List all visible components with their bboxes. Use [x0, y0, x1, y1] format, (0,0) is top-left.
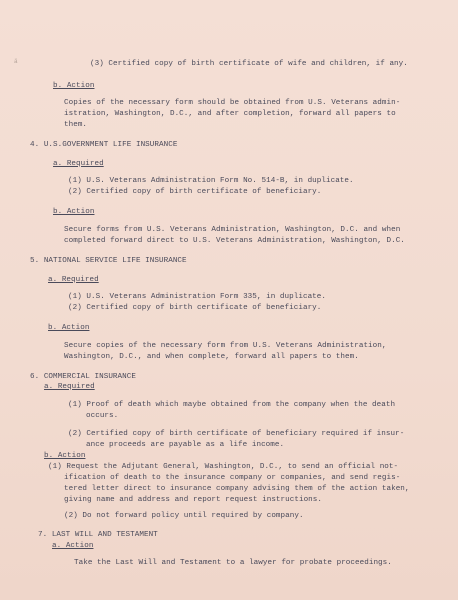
- section-6b-item1-line: giving name and address and report request instructions.: [64, 496, 322, 504]
- section-5a-heading: a. Required: [48, 276, 99, 284]
- section-4a-item: (2) Certified copy of birth certificate of beneficiary.: [68, 188, 322, 196]
- section-6b-item1-line: tered letter direct to insurance company advising them of the action taken,: [64, 485, 410, 493]
- section-6a-item2-line: ance proceeds are payable as a life income.: [86, 441, 285, 449]
- section-6-heading: 6. COMMERCIAL INSURANCE: [30, 373, 136, 381]
- section-5-heading: 5. NATIONAL SERVICE LIFE INSURANCE: [30, 257, 187, 265]
- section-6a-item2-line: (2) Certified copy of birth certificate of beneficiary required if insur-: [68, 430, 405, 438]
- section-3b-line: them.: [64, 121, 88, 129]
- section-6b-item1-line: (1) Request the Adjutant General, Washington, D.C., to send an official not-: [48, 463, 399, 471]
- section-4b-heading: b. Action: [53, 208, 95, 216]
- section-3b-line: Copies of the necessary form should be obtained from U.S. Veterans admin-: [64, 99, 401, 107]
- section-5b-line: Secure copies of the necessary form from U.S. Veterans Administration,: [64, 342, 387, 350]
- section-5b-heading: b. Action: [48, 324, 90, 332]
- section-4b-line: completed forward direct to U.S. Veterans Administration, Washington, D.C.: [64, 237, 405, 245]
- section-5b-line: Washington, D.C., and when complete, forward all papers to them.: [64, 353, 359, 361]
- section-6a-item1-line: occurs.: [86, 412, 119, 420]
- section-4b-line: Secure forms from U.S. Veterans Administration, Washington, D.C. and when: [64, 226, 401, 234]
- section-5a-item: (1) U.S. Veterans Administration Form 335, in duplicate.: [68, 293, 326, 301]
- section-5a-item: (2) Certified copy of birth certificate of beneficiary.: [68, 304, 322, 312]
- section-4a-item: (1) U.S. Veterans Administration Form No. 514-B, in duplicate.: [68, 177, 354, 185]
- section-7-heading: 7. LAST WILL AND TESTAMENT: [38, 531, 158, 539]
- margin-mark: ä: [14, 58, 18, 65]
- section-6a-item1-line: (1) Proof of death which maybe obtained from the company when the death: [68, 401, 396, 409]
- section-6b-item2: (2) Do not forward policy until required by company.: [64, 512, 304, 520]
- section-6b-heading: b. Action: [44, 452, 86, 460]
- item-3-birth-certificate: (3) Certified copy of birth certificate of wife and children, if any.: [90, 60, 408, 68]
- section-6a-heading: a. Required: [44, 383, 95, 391]
- section-6b-item1-line: ification of death to the insurance company or companies, and send regis-: [64, 474, 401, 482]
- section-3b-heading: b. Action: [53, 82, 95, 90]
- section-4-heading: 4. U.S.GOVERNMENT LIFE INSURANCE: [30, 141, 178, 149]
- section-7a-heading: a. Action: [52, 542, 94, 550]
- section-3b-line: istration, Washington, D.C., and after completion, forward all papers to: [64, 110, 396, 118]
- section-7a-line: Take the Last Will and Testament to a lawyer for probate proceedings.: [74, 559, 392, 567]
- section-4a-heading: a. Required: [53, 160, 104, 168]
